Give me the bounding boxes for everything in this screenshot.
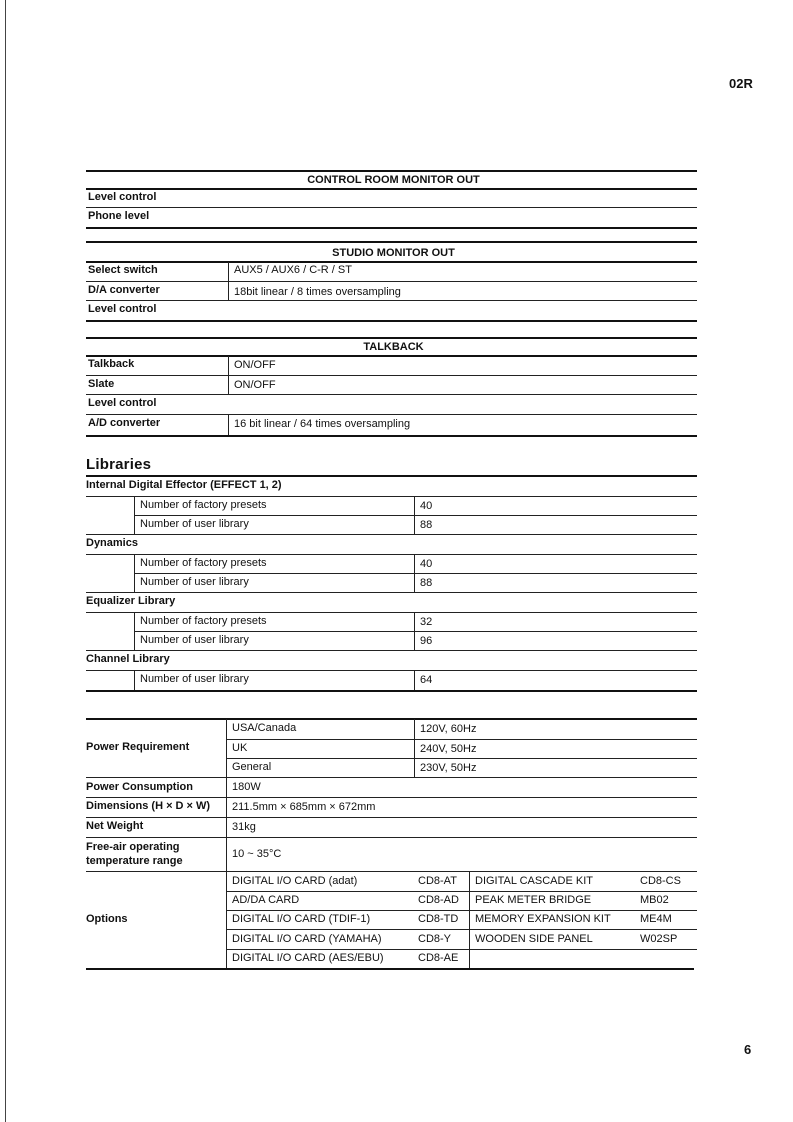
option-name: DIGITAL CASCADE KIT — [475, 875, 593, 887]
library-row-label: Number of user library — [140, 518, 249, 530]
net-weight-value: 31kg — [232, 821, 256, 833]
option-name: DIGITAL I/O CARD (adat) — [232, 875, 358, 887]
libraries-title: Libraries — [86, 456, 152, 473]
page-header: 02R — [729, 76, 753, 91]
library-group-title: Dynamics — [86, 537, 138, 549]
option-code: CD8-AT — [418, 875, 457, 887]
option-code: CD8-AE — [418, 952, 459, 964]
library-row-label: Number of user library — [140, 673, 249, 685]
library-row-label: Number of factory presets — [140, 557, 267, 569]
library-row-label: Number of user library — [140, 634, 249, 646]
talkback-label: Talkback — [88, 358, 135, 370]
control-room-title: CONTROL ROOM MONITOR OUT — [307, 174, 480, 186]
dimensions-label: Dimensions (H × D × W) — [86, 800, 211, 812]
option-name: PEAK METER BRIDGE — [475, 894, 592, 906]
option-name: DIGITAL I/O CARD (YAMAHA) — [232, 933, 382, 945]
option-code: W02SP — [640, 933, 678, 945]
power-region: General — [232, 761, 272, 773]
temperature-value: 10 ~ 35°C — [232, 848, 282, 860]
option-code: MB02 — [640, 894, 669, 906]
option-code: ME4M — [640, 913, 672, 925]
library-row-value: 88 — [420, 519, 433, 531]
power-requirement-label: Power Requirement — [86, 741, 190, 753]
library-row-label: Number of factory presets — [140, 615, 267, 627]
library-row-value: 64 — [420, 674, 433, 686]
power-consumption-label: Power Consumption — [86, 781, 193, 793]
library-row-label: Number of factory presets — [140, 499, 267, 511]
temperature-label-line1: Free-air operating — [86, 841, 180, 853]
ad-converter-label: A/D converter — [88, 417, 161, 429]
slate-label: Slate — [88, 378, 115, 390]
talkback-level-control-label: Level control — [88, 397, 157, 409]
studio-da-converter-value: 18bit linear / 8 times oversampling — [234, 286, 401, 298]
page-number: 6 — [744, 1042, 752, 1057]
power-value: 230V, 50Hz — [420, 762, 477, 774]
studio-level-control-label: Level control — [88, 303, 157, 315]
talkback-title: TALKBACK — [363, 341, 424, 353]
studio-select-switch-value: AUX5 / AUX6 / C-R / ST — [234, 264, 352, 276]
option-code: CD8-TD — [418, 913, 459, 925]
slate-value: ON/OFF — [234, 379, 276, 391]
library-group-title: Equalizer Library — [86, 595, 176, 607]
power-value: 120V, 60Hz — [420, 723, 477, 735]
temperature-label-line2: temperature range — [86, 855, 183, 867]
option-name: AD/DA CARD — [232, 894, 300, 906]
talkback-value: ON/OFF — [234, 359, 276, 371]
option-name: MEMORY EXPANSION KIT — [475, 913, 611, 925]
studio-select-switch-label: Select switch — [88, 264, 158, 276]
power-region: USA/Canada — [232, 722, 297, 734]
library-row-value: 32 — [420, 616, 433, 628]
library-row-value: 88 — [420, 577, 433, 589]
option-code: CD8-AD — [418, 894, 459, 906]
studio-title: STUDIO MONITOR OUT — [332, 247, 455, 259]
options-label: Options — [86, 913, 128, 925]
ad-converter-value: 16 bit linear / 64 times oversampling — [234, 418, 411, 430]
net-weight-label: Net Weight — [86, 820, 144, 832]
power-value: 240V, 50Hz — [420, 743, 477, 755]
library-group-title: Internal Digital Effector (EFFECT 1, 2) — [86, 479, 282, 491]
option-code: CD8-Y — [418, 933, 452, 945]
library-row-label: Number of user library — [140, 576, 249, 588]
studio-da-converter-label: D/A converter — [88, 284, 160, 296]
option-code: CD8-CS — [640, 875, 681, 887]
library-row-value: 40 — [420, 500, 433, 512]
library-group-title: Channel Library — [86, 653, 170, 665]
option-name: WOODEN SIDE PANEL — [475, 933, 593, 945]
option-name: DIGITAL I/O CARD (AES/EBU) — [232, 952, 384, 964]
control-room-phone-level-label: Phone level — [88, 210, 150, 222]
option-name: DIGITAL I/O CARD (TDIF-1) — [232, 913, 371, 925]
power-region: UK — [232, 742, 248, 754]
dimensions-value: 211.5mm × 685mm × 672mm — [232, 801, 376, 813]
library-row-value: 40 — [420, 558, 433, 570]
library-row-value: 96 — [420, 635, 433, 647]
left-margin-line — [5, 0, 6, 1122]
control-room-level-control-label: Level control — [88, 191, 157, 203]
power-consumption-value: 180W — [232, 781, 261, 793]
